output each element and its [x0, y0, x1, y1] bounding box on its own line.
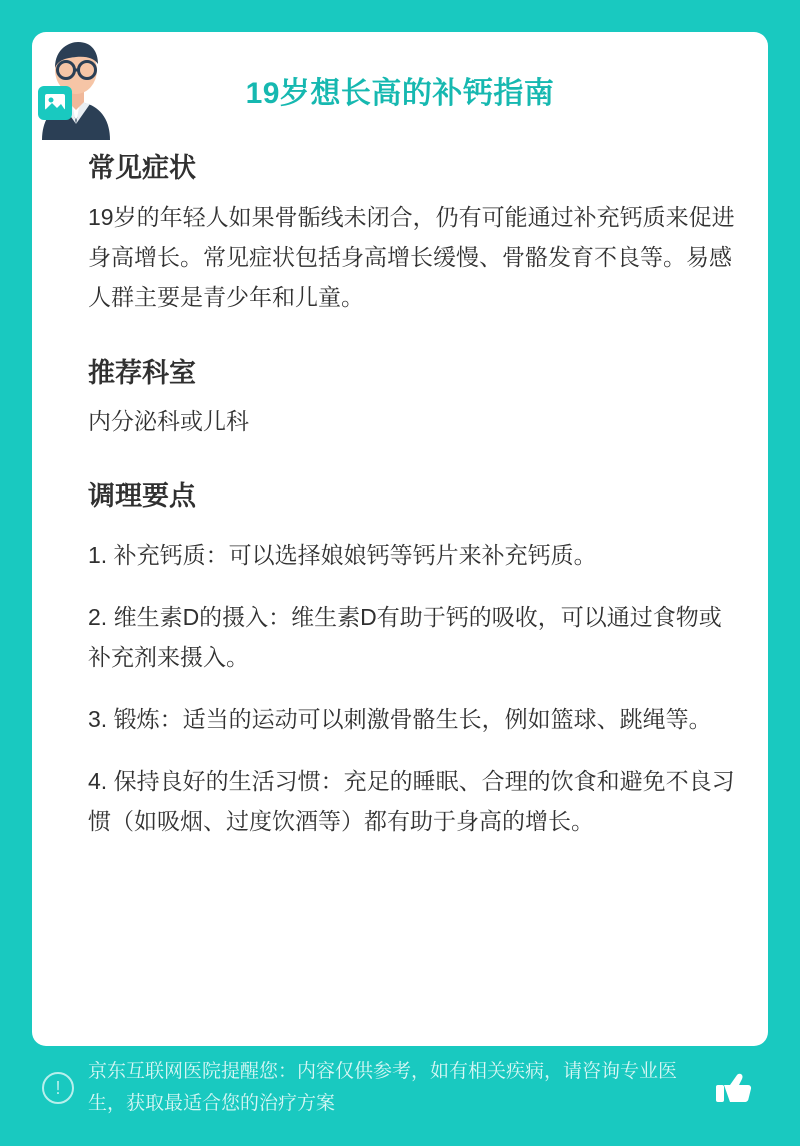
section-body-department: 内分泌科或儿科: [88, 408, 249, 434]
section-body-symptoms: 19岁的年轻人如果骨骺线未闭合，仍有可能通过补充钙质来促进身高增长。常见症状包括身高增长缓慢、骨骼发育不良等。易感人群主要是青少年和儿童。: [88, 204, 735, 310]
info-circle-icon: [42, 1072, 74, 1104]
footer-disclaimer-bar: [32, 1030, 768, 1146]
section-heading-department: 推荐科室: [88, 358, 196, 388]
care-point-item: 4. 保持良好的生活习惯：充足的睡眠、合理的饮食和避免不良习惯（如吸烟、过度饮酒等）都有助于身高的增长。: [88, 768, 735, 834]
section-heading-care-points: 调理要点: [88, 481, 196, 511]
thumbs-up-icon[interactable]: [712, 1067, 754, 1109]
care-point-item: 1. 补充钙质：可以选择娘娘钙等钙片来补充钙质。: [88, 542, 597, 568]
section-heading-symptoms: 常见症状: [88, 153, 196, 183]
content-card: [32, 32, 768, 1046]
page-title: 19岁想长高的补钙指南: [245, 77, 555, 110]
care-point-item: 2. 维生素D的摄入：维生素D有助于钙的吸收，可以通过食物或补充剂来摄入。: [88, 604, 722, 670]
care-point-item: 3. 锻炼：适当的运动可以刺激骨骼生长，例如篮球、跳绳等。: [88, 706, 712, 732]
disclaimer-text: 京东互联网医院提醒您：内容仅供参考，如有相关疾病，请咨询专业医生，获取最适合您的治疗方案: [88, 1061, 678, 1114]
